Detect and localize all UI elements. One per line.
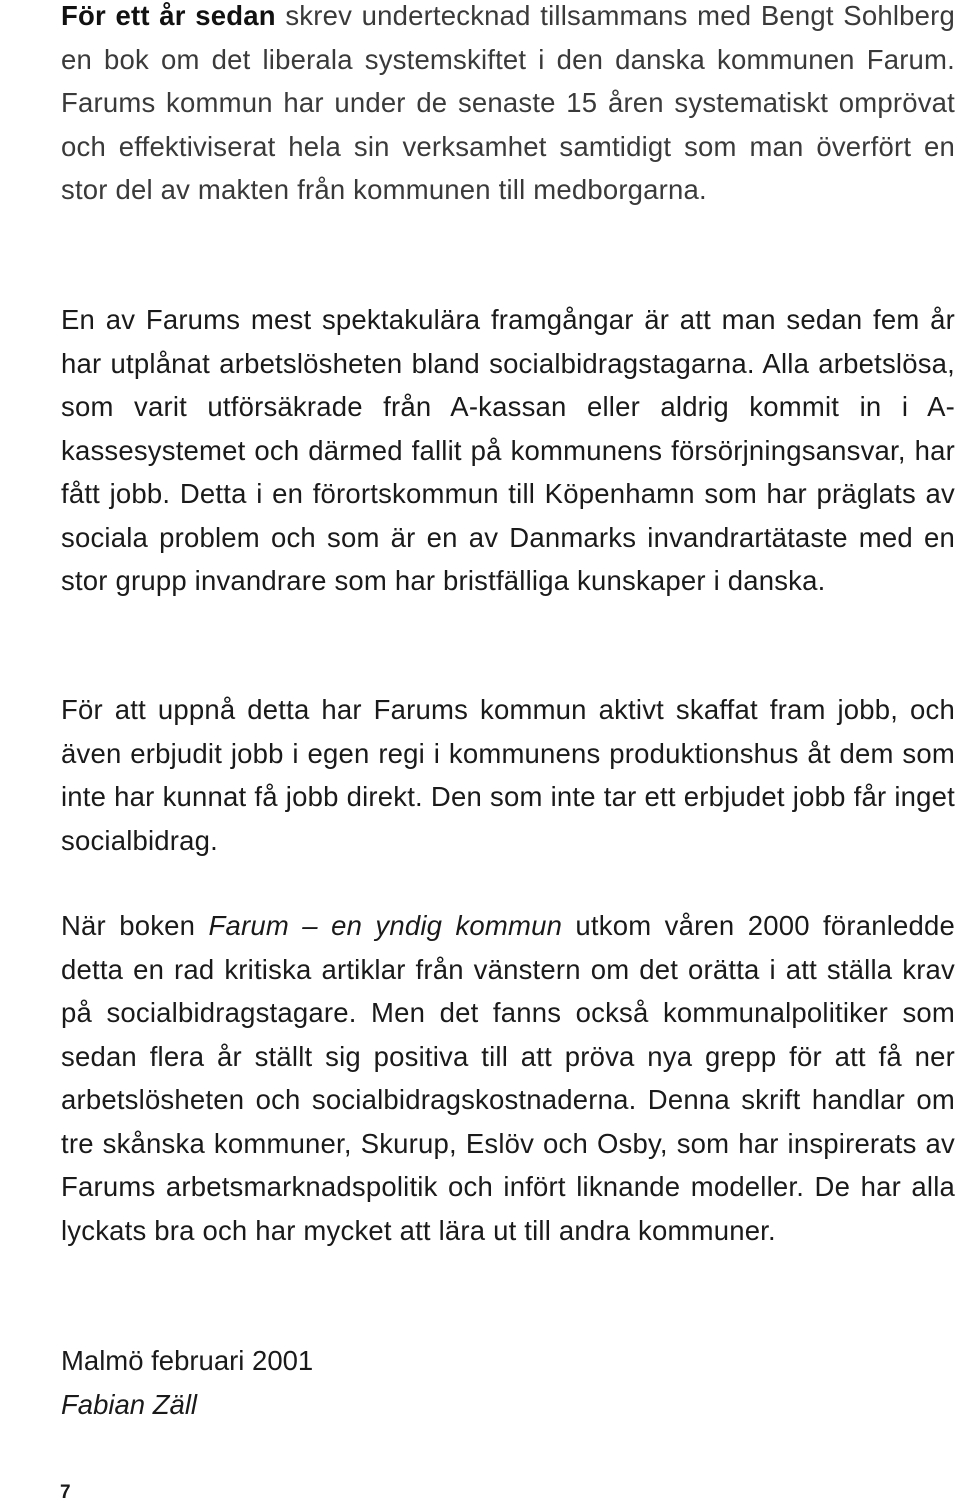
signature-author: Fabian Zäll <box>61 1389 198 1420</box>
paragraph-farum-success: En av Farums mest spektakulära framgångar är att man sedan fem år har utplånat arbetslösheten bland socialbidragstagarna. Alla arbetslösa, som varit utförsäkrade från A-kassan eller aldrig kommit in i A-kassesystemet och därmed fallit på kommunens försörjningsansvar, har fått jobb. Detta i en förortskommun till Köpenhamn som har präglats av sociala problem och som är en av Danmarks invandrartätaste med en stor grupp invandrare som har bristfälliga kunskaper i danska. <box>61 304 955 596</box>
book-title: Farum – en yndig kommun <box>208 910 563 941</box>
page-number: 7 <box>60 1482 71 1503</box>
paragraph-book-reception <box>61 904 955 1252</box>
paragraph-intro-text: skrev undertecknad tillsammans med Bengt Sohlberg en bok om det liberala systemskiftet i den danska kommunen Farum. Farums kommun har under de senaste 15 åren systematiskt omprövat och effektiviserat hela sin verksamhet samtidigt som man överfört en stor del av makten från kommunen till medborgarna. <box>61 0 955 205</box>
paragraph-intro <box>61 0 955 212</box>
paragraph-farum-method: För att uppnå detta har Farums kommun aktivt skaffat fram jobb, och även erbjudit jobb i egen regi i kommunens produktionshus åt dem som inte har kunnat få jobb direkt. Den som inte tar ett erbjudet jobb får inget socialbidrag. <box>61 694 955 856</box>
signature-place-date: Malmö februari 2001 <box>61 1345 314 1376</box>
paragraph-text-after: utkom våren 2000 föranledde detta en rad kritiska artiklar från vänstern om det orätta i att ställa krav på socialbidragstagare. Men det fanns också kommunalpolitiker som sedan flera år ställt sig positiva till att pröva nya grepp för att få ner arbetslösheten och socialbidragskostnaderna. Denna skrift handlar om tre skånska kommuner, Skurup, Eslöv och Osby, som har inspirerats av Farums arbetsmarknadspolitik och infört liknande modeller. De har alla lyckats bra och har mycket att lära ut till andra kommuner. <box>61 910 955 1246</box>
paragraph-lead: För ett år sedan <box>61 0 276 31</box>
paragraph-text-before: När boken <box>61 910 209 941</box>
